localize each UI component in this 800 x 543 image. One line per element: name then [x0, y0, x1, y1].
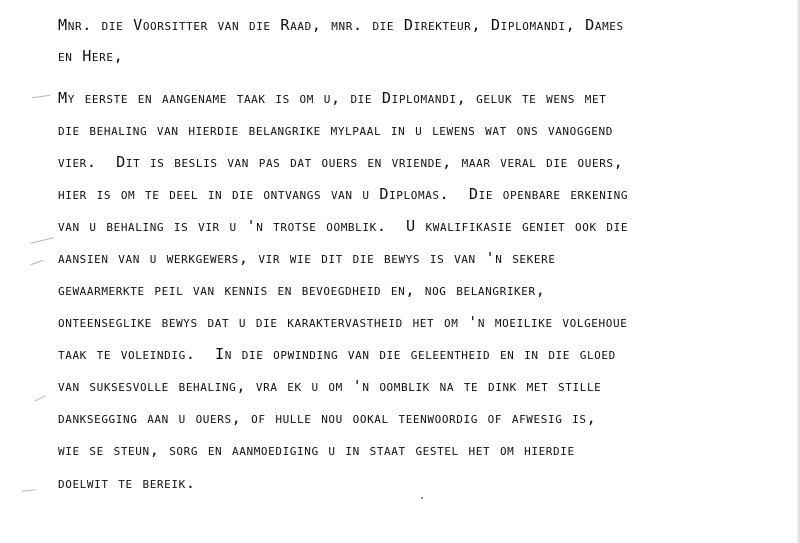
- scan-mark: [30, 237, 54, 244]
- text-line-1: Mnr. die Voorsitter van die Raad, mnr. die Direkteur, Diplomandi, Dames: [58, 16, 624, 34]
- text-line-14: wie se steun, sorg en aanmoediging u in staat gestel het om hierdie: [58, 441, 575, 459]
- text-line-3: My eerste en aangename taak is om u, die Diplomandi, geluk te wens met: [58, 89, 607, 107]
- text-line-5: vier. Dit is beslis van pas dat ouers en vriende, maar veral die ouers,: [58, 153, 624, 171]
- text-line-9: gewaarmerkte peil van kennis en bevoegdheid en, nog belangriker,: [58, 281, 546, 299]
- scan-mark: [30, 260, 43, 266]
- scan-mark: [22, 489, 36, 491]
- text-line-10: onteenseglike bewys dat u die karaktervastheid het om 'n moeilike volgehoue: [58, 313, 628, 331]
- text-line-8: aansien van u werkgewers, vir wie dit die bewys is van 'n sekere: [58, 249, 556, 267]
- text-line-11: taak te voleindig. In die opwinding van die geleentheid en in die gloed: [58, 345, 616, 363]
- text-line-4: die behaling van hierdie belangrike mylpaal in u lewens wat ons vanoggend: [58, 121, 613, 139]
- text-line-13: danksegging aan u ouers, of hulle nou ookal teenwoordig of afwesig is,: [58, 409, 597, 427]
- scan-dot: [421, 497, 423, 499]
- text-line-2: en Here,: [58, 47, 124, 65]
- text-line-6: hier is om te deel in die ontvangs van u Diplomas. Die openbare erkening: [58, 185, 629, 203]
- text-line-7: van u behaling is vir u 'n trotse oomblik. U kwalifikasie geniet ook die: [58, 217, 629, 235]
- text-line-12: van suksesvolle behaling, vra ek u om 'n oomblik na te dink met stille: [58, 377, 602, 395]
- scan-mark: [34, 396, 45, 402]
- text-line-15: doelwit te bereik.: [58, 474, 196, 492]
- scan-mark: [32, 95, 50, 98]
